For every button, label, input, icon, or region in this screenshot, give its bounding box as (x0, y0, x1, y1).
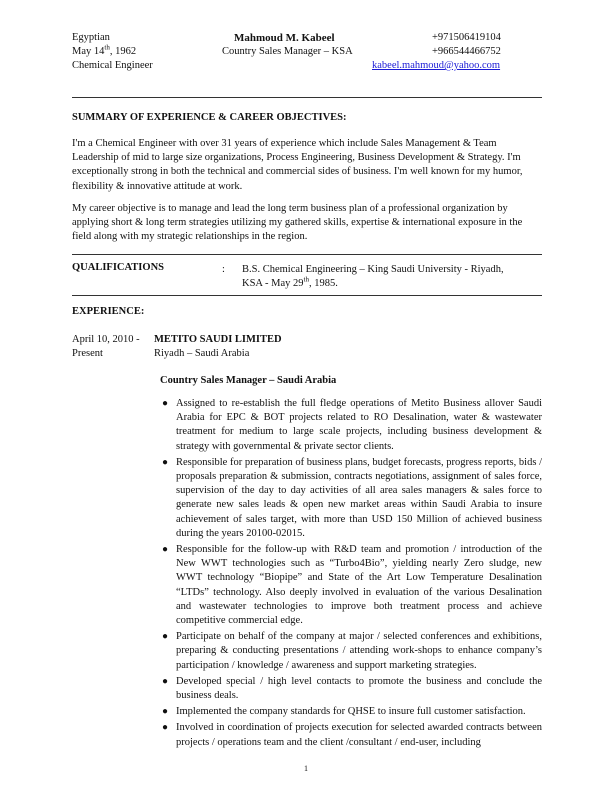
list-item: ● Responsible for the follow-up with R&D team and promotion / introduction of the New WWT technologies such as “Turbo4Bio”, yielding nearly Zero sludge, new WWT technology “Biopipe” and State of the Art Low Temperature Desalination “LTDs” technology. Also deeply involved in evaluation of the various Desalination and wastewater technologies to improve both treatment process and achieve competitive commercial edge. (162, 544, 542, 627)
phone-2: +966544466752 (432, 46, 501, 57)
list-item: ● Participate on behalf of the company at major / selected conferences and exhibitions, preparing & conducting presentations / attending work-shops to enhance company’s participation / knowledge / awareness and support marketing strategies. (162, 631, 542, 671)
date-of-birth: May 14th, 1962 (72, 43, 137, 57)
job-title: Country Sales Manager – Saudi Arabia (160, 375, 337, 386)
list-item: ● Assigned to re-establish the full fledge operations of Metito Business allover Saudi Arabia for EPC & BOT projects related to RO Desalination, water & wastewater treatment for medium to large scale projects, including business development & strategy with governmental & private sector clients. (162, 398, 542, 452)
list-item: ● Implemented the company standards for QHSE to insure full customer satisfaction. (176, 705, 542, 719)
job-date-end: Present (72, 348, 103, 359)
bullet-icon: ● (162, 398, 169, 409)
qualification-line-2: KSA - May 29th, 1985. (242, 275, 338, 289)
job-location: Riyadh – Saudi Arabia (154, 348, 250, 359)
page-number: 1 (304, 764, 308, 773)
bullet-icon: ● (162, 706, 169, 718)
bullet-icon: ● (162, 722, 169, 734)
bullet-icon: ● (162, 631, 169, 643)
profession: Chemical Engineer (72, 60, 153, 71)
phone-1: +971506419104 (432, 32, 501, 43)
qualifications-divider (72, 295, 542, 296)
bullet-icon: ● (162, 675, 169, 687)
qualification-line-1: B.S. Chemical Engineering – King Saudi University - Riyadh, (242, 264, 504, 275)
job-company: METITO SAUDI LIMITED (154, 334, 282, 345)
summary-divider (72, 254, 542, 255)
job-date-start: April 10, 2010 - (72, 334, 140, 345)
email-link[interactable]: kabeel.mahmoud@yahoo.com (372, 60, 501, 71)
bullet-icon: ● (162, 456, 169, 468)
candidate-name: Mahmoud M. Kabeel (234, 32, 335, 44)
summary-paragraph-1: I'm a Chemical Engineer with over 31 years of experience which include Sales Management & Team Leadership of mid to large size organizations, Process Engineering, Business Development & Strategy. I'm exceptionally strong in both the technical and commercial sides of business. I'm well known for my humor, flexibility & innovative attitude at work. (72, 138, 523, 192)
summary-paragraph-2: My career objective is to manage and lead the long term business plan of a professional organization by applying short & long term strategies utilizing my gathered skills, expertise & international exposure in the field along with my strategic relationships in the region. (72, 203, 523, 243)
list-item: ● Involved in coordination of projects execution for selected awarded contracts between projects / operations team and the client /consultant / end-user, including (162, 722, 542, 748)
header-divider (72, 97, 542, 98)
qualifications-colon: : (222, 264, 225, 275)
current-position: Country Sales Manager – KSA (222, 46, 353, 57)
list-item: ● Developed special / high level contacts to promote the business and conclude the business deals. (162, 675, 542, 702)
bullet-icon: ● (162, 544, 169, 556)
list-item: ● Responsible for preparation of business plans, budget forecasts, progress reports, bids / proposals preparation & submission, contracts negotiations, assignment of sales force, supervision of the day to day activities of all area sales managers & sales force to generate new sales leads & open new market areas within Saudi Arabia to insure achievement of sales target, with more than USD 150 Million of achieved business during the years 20100-02015. (162, 456, 542, 539)
qualifications-heading: QUALIFICATIONS (72, 262, 164, 273)
summary-heading: SUMMARY OF EXPERIENCE & CAREER OBJECTIVES: (72, 112, 347, 123)
experience-heading: EXPERIENCE: (72, 306, 145, 317)
job-responsibilities-list (162, 397, 542, 752)
nationality: Egyptian (72, 32, 110, 43)
